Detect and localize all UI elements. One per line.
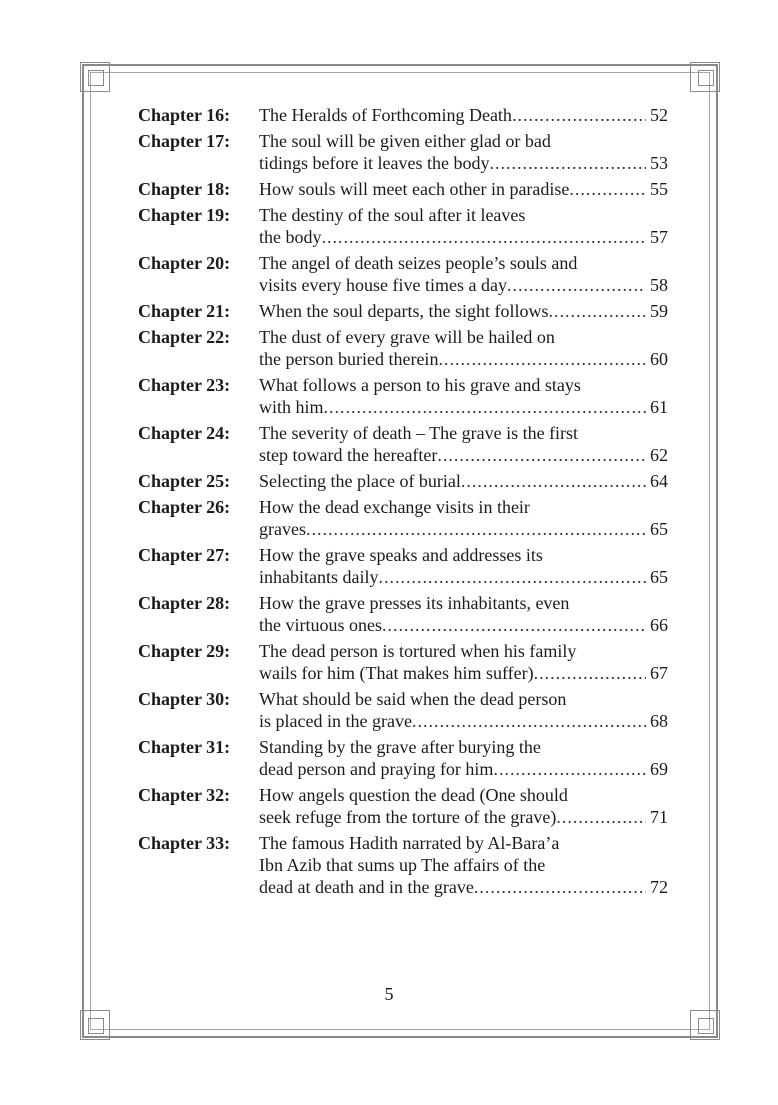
toc-entry [138,544,668,588]
chapter-page-number: 58 [650,275,668,295]
chapter-title [259,326,668,370]
chapter-page-number: 65 [650,519,668,539]
chapter-title-line: is placed in the grave [259,711,412,731]
chapter-page-number: 71 [650,807,668,827]
toc-entry [138,496,668,540]
chapter-title-line: How the grave speaks and addresses its [259,545,543,565]
chapter-title [259,178,668,200]
chapter-label: Chapter 23: [138,375,231,395]
chapter-title-line: visits every house five times a day [259,275,507,295]
chapter-title-line: The dust of every grave will be hailed on [259,327,555,347]
toc-entry [138,736,668,780]
chapter-page-number: 53 [650,153,668,173]
chapter-label: Chapter 18: [138,179,231,199]
table-of-contents [138,104,668,902]
toc-entry [138,640,668,684]
chapter-title-line: inhabitants daily [259,567,379,587]
chapter-label: Chapter 28: [138,593,231,613]
chapter-page-number: 57 [650,227,668,247]
chapter-title-line: Selecting the place of burial [259,471,461,491]
chapter-label: Chapter 25: [138,471,231,491]
chapter-title [259,374,668,418]
chapter-label: Chapter 20: [138,253,231,273]
chapter-title-line: How angels question the dead (One should [259,785,568,805]
chapter-title-line: How souls will meet each other in paradise [259,179,570,199]
chapter-title [259,544,668,588]
chapter-title-line: Ibn Azib that sums up The affairs of the [259,855,546,875]
toc-entry [138,204,668,248]
chapter-title-line: What follows a person to his grave and stays [259,375,581,395]
dot-leader [556,806,646,828]
dot-leader [512,104,646,126]
toc-entry [138,470,668,492]
chapter-title-line: wails for him (That makes him suffer) [259,663,534,683]
chapter-title [259,300,668,322]
chapter-label: Chapter 32: [138,785,231,805]
chapter-title-line: with him [259,397,324,417]
dot-leader [438,348,646,370]
dot-leader [569,178,646,200]
toc-entry [138,178,668,200]
chapter-title-line: The soul will be given either glad or bad [259,131,551,151]
chapter-label: Chapter 17: [138,131,231,151]
chapter-title-line: step toward the hereafter [259,445,438,465]
chapter-page-number: 67 [650,663,668,683]
chapter-title-line: Standing by the grave after burying the [259,737,541,757]
dot-leader [306,518,646,540]
toc-entry [138,252,668,296]
chapter-title-line: The dead person is tortured when his family [259,641,577,661]
dot-leader [437,444,646,466]
corner-ornament-top-right [690,62,720,92]
toc-entry [138,784,668,828]
chapter-title-line: the virtuous ones [259,615,382,635]
chapter-title-line: When the soul departs, the sight follows [259,301,549,321]
toc-entry [138,300,668,322]
page-number: 5 [384,984,394,1004]
chapter-title-line: tidings before it leaves the body [259,153,490,173]
chapter-page-number: 60 [650,349,668,369]
corner-ornament-bottom-left [80,1010,110,1040]
chapter-title-line: graves [259,519,306,539]
chapter-title-line: The angel of death seizes people’s souls and [259,253,578,273]
chapter-title-line: dead person and praying for him [259,759,494,779]
toc-entry [138,592,668,636]
dot-leader [322,226,647,248]
chapter-page-number: 64 [650,471,668,491]
toc-entry [138,688,668,732]
corner-ornament-top-left [80,62,110,92]
chapter-title [259,104,668,126]
chapter-title [259,204,668,248]
chapter-title-line: The famous Hadith narrated by Al-Bara’a [259,833,560,853]
chapter-title-line: dead at death and in the grave [259,877,474,897]
chapter-label: Chapter 24: [138,423,231,443]
toc-entry [138,326,668,370]
dot-leader [493,758,646,780]
toc-entry [138,130,668,174]
chapter-title [259,688,668,732]
chapter-title [259,832,668,898]
chapter-title [259,640,668,684]
chapter-page-number: 61 [650,397,668,417]
chapter-label: Chapter 31: [138,737,231,757]
chapter-title [259,736,668,780]
chapter-page-number: 68 [650,711,668,731]
dot-leader [382,614,646,636]
chapter-label: Chapter 29: [138,641,231,661]
chapter-title-line: How the dead exchange visits in their [259,497,530,517]
chapter-page-number: 52 [650,105,668,125]
chapter-label: Chapter 19: [138,205,231,225]
chapter-label: Chapter 21: [138,301,231,321]
chapter-page-number: 65 [650,567,668,587]
chapter-title [259,130,668,174]
chapter-title-line: The severity of death – The grave is the first [259,423,579,443]
dot-leader [412,710,646,732]
chapter-title [259,592,668,636]
chapter-title-line: seek refuge from the torture of the grave) [259,807,557,827]
dot-leader [507,274,646,296]
chapter-label: Chapter 26: [138,497,231,517]
dot-leader [548,300,646,322]
chapter-page-number: 72 [650,877,668,897]
chapter-label: Chapter 16: [138,105,231,125]
chapter-title [259,496,668,540]
chapter-page-number: 69 [650,759,668,779]
chapter-title-line: the body [259,227,322,247]
chapter-label: Chapter 33: [138,833,231,853]
chapter-page-number: 62 [650,445,668,465]
chapter-page-number: 66 [650,615,668,635]
corner-ornament-bottom-right [690,1010,720,1040]
chapter-title-line: The destiny of the soul after it leaves [259,205,526,225]
toc-entry [138,374,668,418]
chapter-page-number: 55 [650,179,668,199]
dot-leader [474,876,646,898]
chapter-label: Chapter 30: [138,689,231,709]
toc-entry [138,104,668,126]
chapter-title [259,422,668,466]
chapter-title-line: the person buried therein [259,349,439,369]
dot-leader [534,662,646,684]
chapter-title-line: The Heralds of Forthcoming Death [259,105,512,125]
chapter-title [259,784,668,828]
toc-entry [138,422,668,466]
chapter-title-line: How the grave presses its inhabitants, even [259,593,570,613]
dot-leader [461,470,646,492]
chapter-title [259,470,668,492]
dot-leader [378,566,646,588]
chapter-title [259,252,668,296]
chapter-label: Chapter 22: [138,327,231,347]
dot-leader [489,152,646,174]
chapter-title-line: What should be said when the dead person [259,689,567,709]
dot-leader [324,396,646,418]
toc-entry [138,832,668,898]
chapter-page-number: 59 [650,301,668,321]
chapter-label: Chapter 27: [138,545,231,565]
